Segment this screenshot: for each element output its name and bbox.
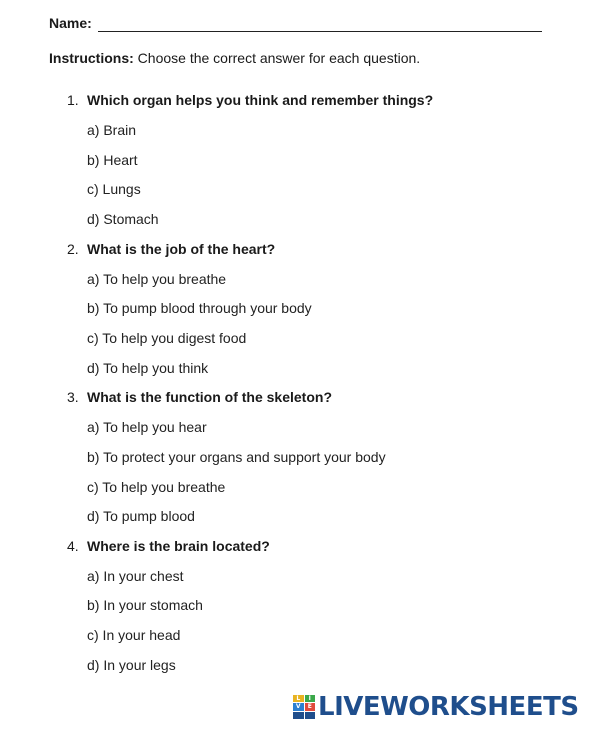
question-3-option-d[interactable]: d) To pump blood — [87, 508, 195, 524]
question-1-option-c[interactable]: c) Lungs — [87, 181, 141, 197]
logo-mark-cell — [305, 712, 316, 719]
question-text: What is the job of the heart? — [87, 241, 276, 257]
question-1 — [67, 91, 433, 109]
question-number: 4. — [67, 538, 79, 554]
question-3-option-c[interactable]: c) To help you breathe — [87, 479, 226, 495]
question-4-option-a[interactable]: a) In your chest — [87, 568, 184, 584]
instructions — [49, 49, 420, 67]
instructions-label: Instructions: — [49, 50, 134, 66]
question-4-option-b[interactable]: b) In your stomach — [87, 597, 203, 613]
logo-text: LIVEWORKSHEETS — [318, 692, 579, 722]
question-2-option-a[interactable]: a) To help you breathe — [87, 271, 227, 287]
question-text: Where is the brain located? — [87, 538, 270, 554]
logo-mark-cell: E — [305, 703, 316, 710]
liveworksheets-logo-icon — [293, 695, 315, 719]
question-2-option-b[interactable]: b) To pump blood through your body — [87, 300, 312, 316]
question-1-option-d[interactable]: d) Stomach — [87, 211, 159, 227]
logo-mark-cell — [293, 712, 304, 719]
question-text: Which organ helps you think and remember things? — [87, 92, 434, 108]
question-3-option-b[interactable]: b) To protect your organs and support your body — [87, 449, 386, 465]
question-1-option-b[interactable]: b) Heart — [87, 152, 138, 168]
question-2-option-d[interactable]: d) To help you think — [87, 360, 209, 376]
question-4-option-c[interactable]: c) In your head — [87, 627, 181, 643]
question-2-option-c[interactable]: c) To help you digest food — [87, 330, 247, 346]
instructions-text: Choose the correct answer for each question. — [133, 50, 421, 66]
question-3 — [67, 388, 332, 406]
question-number: 2. — [67, 241, 79, 257]
question-text: What is the function of the skeleton? — [87, 389, 332, 405]
question-3-option-a[interactable]: a) To help you hear — [87, 419, 207, 435]
question-4 — [67, 537, 270, 555]
question-1-option-a[interactable]: a) Brain — [87, 122, 137, 138]
logo-mark-cell: I — [305, 695, 316, 702]
name-input-line[interactable] — [98, 14, 542, 32]
liveworksheets-logo — [293, 692, 579, 722]
logo-mark-cell: L — [293, 695, 304, 702]
question-2 — [67, 240, 275, 258]
name-row — [49, 12, 542, 32]
logo-mark-cell: V — [293, 703, 304, 710]
question-4-option-d[interactable]: d) In your legs — [87, 657, 176, 673]
question-number: 1. — [67, 92, 79, 108]
question-number: 3. — [67, 389, 79, 405]
name-label: Name: — [49, 15, 92, 31]
